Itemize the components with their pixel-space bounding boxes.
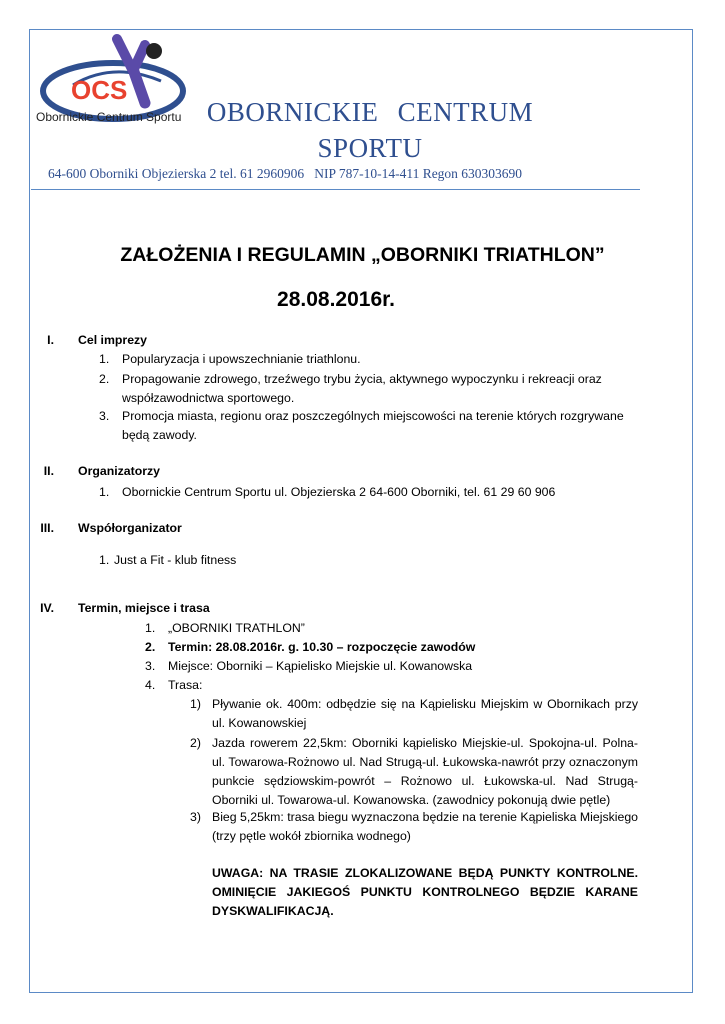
header-divider bbox=[31, 189, 640, 190]
sublist-item: Jazda rowerem 22,5km: Oborniki kąpielisko Miejskie-ul. Spokojna-ul. Polna-ul. Towarowa-Rożnowo ul. Nad Strugą-ul. Łukowska-nawrót przy oznaczonym punkcie sędziowskim-powrót – Rożnowo ul. Łukowska-ul. Nad Strugą-Oborniki ul. Towarowa-ul. Kowanowska. (zawodnicy pokonują dwie pętle) bbox=[212, 736, 638, 807]
warning-note: UWAGA: NA TRASIE ZLOKALIZOWANE BĘDĄ PUNKTY KONTROLNE. OMINIĘCIE JAKIEGOŚ PUNKTU KONTROLNEGO BĘDZIE KARANE DYSKWALIFIKACJĄ. bbox=[212, 866, 638, 918]
list-item-number: 3. bbox=[99, 409, 110, 423]
list-item-number: 1. bbox=[99, 352, 110, 366]
list-item: Propagowanie zdrowego, trzeźwego trybu życia, aktywnego wypoczynku i rekreacji oraz współzawodnictwa sportowego. bbox=[122, 372, 602, 405]
document-title: ZAŁOŻENIA I REGULAMIN „OBORNIKI TRIATHLON” bbox=[120, 244, 605, 266]
section-number: IV. bbox=[40, 601, 54, 615]
sublist-item-number: 1) bbox=[190, 697, 201, 711]
contact-line: 64-600 Oborniki Objezierska 2 tel. 61 2960906 NIP 787-10-14-411 Regon 630303690 bbox=[48, 166, 523, 181]
list-item: „OBORNIKI TRATHLON” bbox=[168, 621, 305, 635]
list-item-number: 1. bbox=[99, 485, 110, 499]
list-item: Miejsce: Oborniki – Kąpielisko Miejskie ul. Kowanowska bbox=[168, 659, 473, 673]
section-title: Organizatorzy bbox=[78, 464, 160, 478]
list-item-number: 4. bbox=[145, 678, 156, 692]
list-item-number: 2. bbox=[145, 640, 156, 654]
document-date: 28.08.2016r. bbox=[277, 288, 395, 311]
list-item: Promocja miasta, regionu oraz poszczególnych miejscowości na terenie których rozgrywane będą zawody. bbox=[122, 409, 624, 442]
list-item: Trasa: bbox=[168, 678, 203, 692]
svg-text:Obornickie Centrum Sportu: Obornickie Centrum Sportu bbox=[36, 110, 182, 124]
list-item-number: 2. bbox=[99, 372, 110, 386]
list-item: Just a Fit - klub fitness bbox=[114, 553, 237, 567]
sublist-item-number: 3) bbox=[190, 810, 201, 824]
list-item: Popularyzacja i upowszechnianie triathlonu. bbox=[122, 352, 361, 366]
section-number: II. bbox=[43, 464, 54, 478]
list-item-number: 1. bbox=[145, 621, 156, 635]
sublist-item: Pływanie ok. 400m: odbędzie się na Kąpielisku Miejskim w Obornikach przy ul. Kowanowskiej bbox=[212, 697, 638, 730]
list-item: Termin: 28.08.2016r. g. 10.30 – rozpoczęcie zawodów bbox=[168, 640, 476, 654]
organization-name-line1: OBORNICKIE CENTRUM bbox=[206, 97, 534, 127]
section-title: Współorganizator bbox=[78, 521, 182, 535]
list-item: Obornickie Centrum Sportu ul. Objezierska 2 64-600 Oborniki, tel. 61 29 60 906 bbox=[122, 485, 556, 499]
list-item-number: 3. bbox=[145, 659, 156, 673]
list-item-number: 1. bbox=[99, 553, 110, 567]
section-number: I. bbox=[47, 333, 54, 347]
sublist-item-number: 2) bbox=[190, 736, 201, 750]
section-title: Termin, miejsce i trasa bbox=[78, 601, 210, 615]
svg-text:OCS: OCS bbox=[71, 75, 128, 105]
sublist-item: Bieg 5,25km: trasa biegu wyznaczona będzie na terenie Kąpieliska Miejskiego (trzy pętle wokół zbiornika wodnego) bbox=[212, 810, 638, 843]
section-number: III. bbox=[40, 521, 54, 535]
organization-name bbox=[160, 94, 580, 166]
organization-name-line2: SPORTU bbox=[317, 133, 423, 163]
section-title: Cel imprezy bbox=[78, 333, 148, 347]
